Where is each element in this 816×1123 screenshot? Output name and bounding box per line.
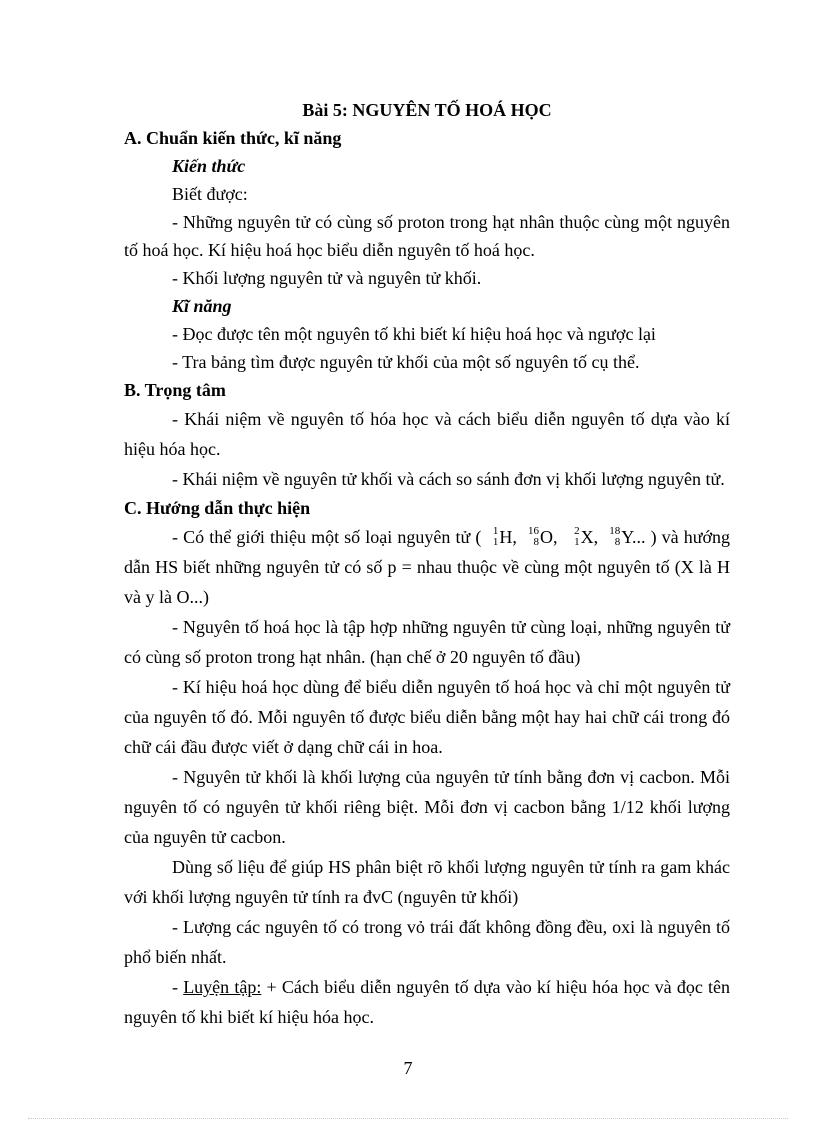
guide-item: - Lượng các nguyên tố có trong vỏ trái đất không đồng đều, oxi là nguyên tố phổ biến nhất.: [124, 917, 730, 967]
guide-intro: [124, 522, 730, 612]
skills-item: - Đọc được tên một nguyên tố khi biết kí hiệu hoá học và ngược lại: [172, 324, 656, 344]
guide-item: - Nguyên tử khối là khối lượng của nguyên tử tính bằng đơn vị cacbon. Mỗi nguyên tố có nguyên tử khối riêng biệt. Mỗi đơn vị cacbon bằng 1/12 khối lượng của nguyên tử cacbon.: [124, 767, 730, 847]
section-a-heading: A. Chuẩn kiến thức, kĩ năng: [124, 128, 342, 148]
page-bottom-divider: [28, 1118, 788, 1119]
practice-text: + Cách biểu diễn nguyên tố dựa vào kí hiệu hóa học và đọc tên nguyên tố khi biết kí hiệu hóa học.: [124, 977, 730, 1027]
element-symbol: X: [580, 527, 594, 547]
mass-number: 18: [609, 525, 621, 537]
knowledge-subheading: Kiến thức: [172, 156, 246, 176]
guide-intro-suffix: ) và hướng dẫn HS biết những nguyên tử có số p = nhau thuộc về cùng một nguyên tố (X là H và y là O...): [124, 527, 731, 607]
skills-subheading: Kĩ năng: [172, 296, 232, 316]
lesson-title: Bài 5: NGUYÊN TỐ HOÁ HỌC: [302, 100, 552, 120]
isotope-notation: [603, 526, 621, 548]
element-symbol: Y: [621, 527, 632, 547]
isotope-separator: ,: [553, 527, 563, 547]
atomic-number: 8: [614, 536, 621, 548]
guide-intro-prefix: - Có thể giới thiệu một số loại nguyên tử (: [172, 527, 482, 547]
knowledge-intro: Biết được:: [172, 184, 248, 204]
guide-item: Dùng số liệu để giúp HS phân biệt rõ khối lượng nguyên tử tính ra gam khác với khối lượng nguyên tử tính ra đvC (nguyên tử khối): [124, 857, 730, 907]
isotope-separator: ,: [512, 527, 522, 547]
practice-dash: -: [172, 977, 184, 997]
mass-number: 16: [528, 525, 539, 537]
atomic-number: 8: [533, 536, 539, 548]
atomic-number: 1: [492, 536, 499, 548]
atomic-number: 1: [574, 536, 580, 548]
knowledge-item: - Khối lượng nguyên tử và nguyên tử khối.: [172, 268, 482, 288]
isotope-separator: ...: [631, 527, 651, 547]
isotope-separator: ,: [593, 527, 604, 547]
page-number: 7: [403, 1058, 413, 1078]
mass-number: 2: [574, 525, 580, 537]
element-symbol: H: [499, 527, 513, 547]
knowledge-item: - Những nguyên tử có cùng số proton trong hạt nhân thuộc cùng một nguyên tố hoá học. Kí hiệu hoá học biểu diễn nguyên tố hoá học.: [124, 212, 730, 260]
section-b-heading: B. Trọng tâm: [124, 380, 226, 400]
mass-number: 1: [492, 525, 499, 537]
skills-item: - Tra bảng tìm được nguyên tử khối của một số nguyên tố cụ thể.: [172, 352, 640, 372]
page-content: [124, 96, 730, 1032]
practice-label: Luyện tập:: [183, 977, 262, 997]
focus-item: - Khái niệm về nguyên tố hóa học và cách biểu diễn nguyên tố dựa vào kí hiệu hóa học.: [124, 409, 730, 459]
section-c-heading: C. Hướng dẫn thực hiện: [124, 498, 311, 518]
guide-item: - Kí hiệu hoá học dùng để biểu diễn nguyên tố hoá học và chỉ một nguyên tử của nguyên tố đó. Mỗi nguyên tố được biểu diễn bằng một hay hai chữ cái trong đó chữ cái đầu được viết ở dạng chữ cái in hoa.: [124, 677, 730, 757]
focus-item: - Khái niệm về nguyên tử khối và cách so sánh đơn vị khối lượng nguyên tử.: [172, 469, 725, 489]
element-symbol: O: [540, 527, 553, 547]
guide-item: - Nguyên tố hoá học là tập hợp những nguyên tử cùng loại, những nguyên tử có cùng số proton trong hạt nhân. (hạn chế ở 20 nguyên tố đầu): [124, 617, 730, 667]
practice-item: [124, 972, 730, 1032]
